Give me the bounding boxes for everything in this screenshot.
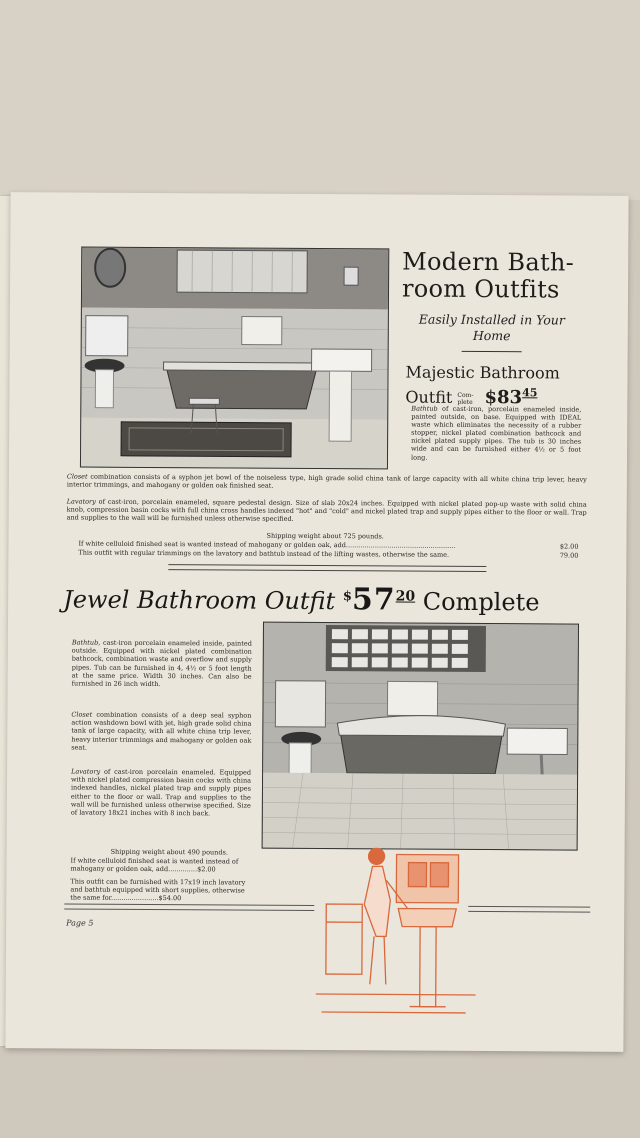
jewel-celluloid-option: If white celluloid finished seat is wanted instead of mahogany or golden oak, add..............$2.00 — [70, 856, 239, 874]
majestic-celluloid-option: If white celluloid finished seat is wanted instead of mahogany or golden oak, add..................................................... $2.00 — [78, 539, 579, 551]
complete-small-label: Com- plete — [457, 391, 474, 406]
majestic-bathtub-description: Bathtub of cast-iron, porcelain enameled inside, painted outside, on base. Equipped with IDEAL waste which eliminates the necessity of a rubber stopper, nickel plated combination bathcock and nickel plated supply pipes. The tub is 30 inches wide and can be furnished either 4½ or 5 foot long. — [410, 404, 582, 462]
majestic-price: $\$83^{45}$ — [484, 386, 538, 409]
jewel-bathtub-description: Bathtub, cast-iron porcelain enameled inside, painted outside. Equipped with nickel plated combination bathcock, combination waste and overflow and supply pipes. Tub can be furnished in 4, 4½ or 5 foot length at the same price. Width 30 inches. Can also be furnished in 26 inch width. — [71, 638, 252, 689]
bottom-rule-left — [64, 903, 314, 911]
majestic-closet-description: Closet combination consists of a syphon jet bowl of the noiseless type, high grade solid china tank of large capacity with all white china trip lever, heavy interior trimmings, and mahogany or golden oak finished seat. — [66, 472, 587, 490]
majestic-shipping-weight: Shipping weight about 725 pounds. — [266, 531, 384, 541]
section-divider — [168, 564, 486, 572]
jewel-closet-description: Closet combination consists of a deep seal syphon action washdown bowl with jet, high grade solid china tank of large capacity, with all white china trip lever, heavy interior trimmings and mahogany or golden oak seat. — [71, 710, 252, 752]
majestic-outfit-heading: Majestic Bathroom Outfit Com- plete $\$83^{45}$ — [405, 362, 560, 409]
page-number: Page 5 — [66, 918, 94, 928]
jewel-bathroom-photo — [262, 622, 579, 851]
majestic-lavatory-description: Lavatory of cast-iron, porcelain enameled, square pedestal design. Size of slab 20x24 inches. Equipped with nickel plated pop-up waste with solid china knob, compression basin cocks with full china cross handles indexed "hot" and "cold" and nickel plated trap and supply pipes either to the floor or wall. Trap and supplies to the wall will be furnished unless otherwise specified. — [66, 497, 587, 524]
easily-installed-subtitle: Easily Installed in Your Home — [418, 311, 565, 344]
majestic-regular-option: This outfit with regular trimmings on the lavatory and bathtub instead of the lifting wastes, otherwise the same. 79.00 — [78, 548, 579, 560]
bottom-rule-right — [468, 906, 590, 913]
jewel-lavatory-description: Lavatory of cast-iron porcelain enameled. Equipped with nickel plated compression basin cocks with china indexed handles, nickel plated trap and supply pipes either to the floor or wall. Trap and supplies to the wall will be furnished unless otherwise specified. Size of lavatory 18x21 inches with 8 inch back. — [70, 767, 252, 818]
background-table — [0, 0, 640, 200]
jewel-shipping-weight: Shipping weight about 490 pounds. — [110, 847, 228, 857]
modern-bathroom-photo — [80, 247, 389, 470]
jewel-outfit-heading: Jewel Bathroom Outfit $^{\$}57^{20}$ Complete — [63, 582, 540, 618]
jewel-furnished-option: This outfit can be furnished with 17x19 inch lavatory and bathtub equipped with short supplies, otherwise the same for.......................$54.00 — [70, 877, 246, 903]
catalog-page — [5, 192, 628, 1052]
modern-bathroom-title: Modern Bath- room Outfits — [401, 247, 575, 304]
woman-at-sink-illustration — [315, 844, 476, 1045]
short-rule — [462, 351, 522, 352]
